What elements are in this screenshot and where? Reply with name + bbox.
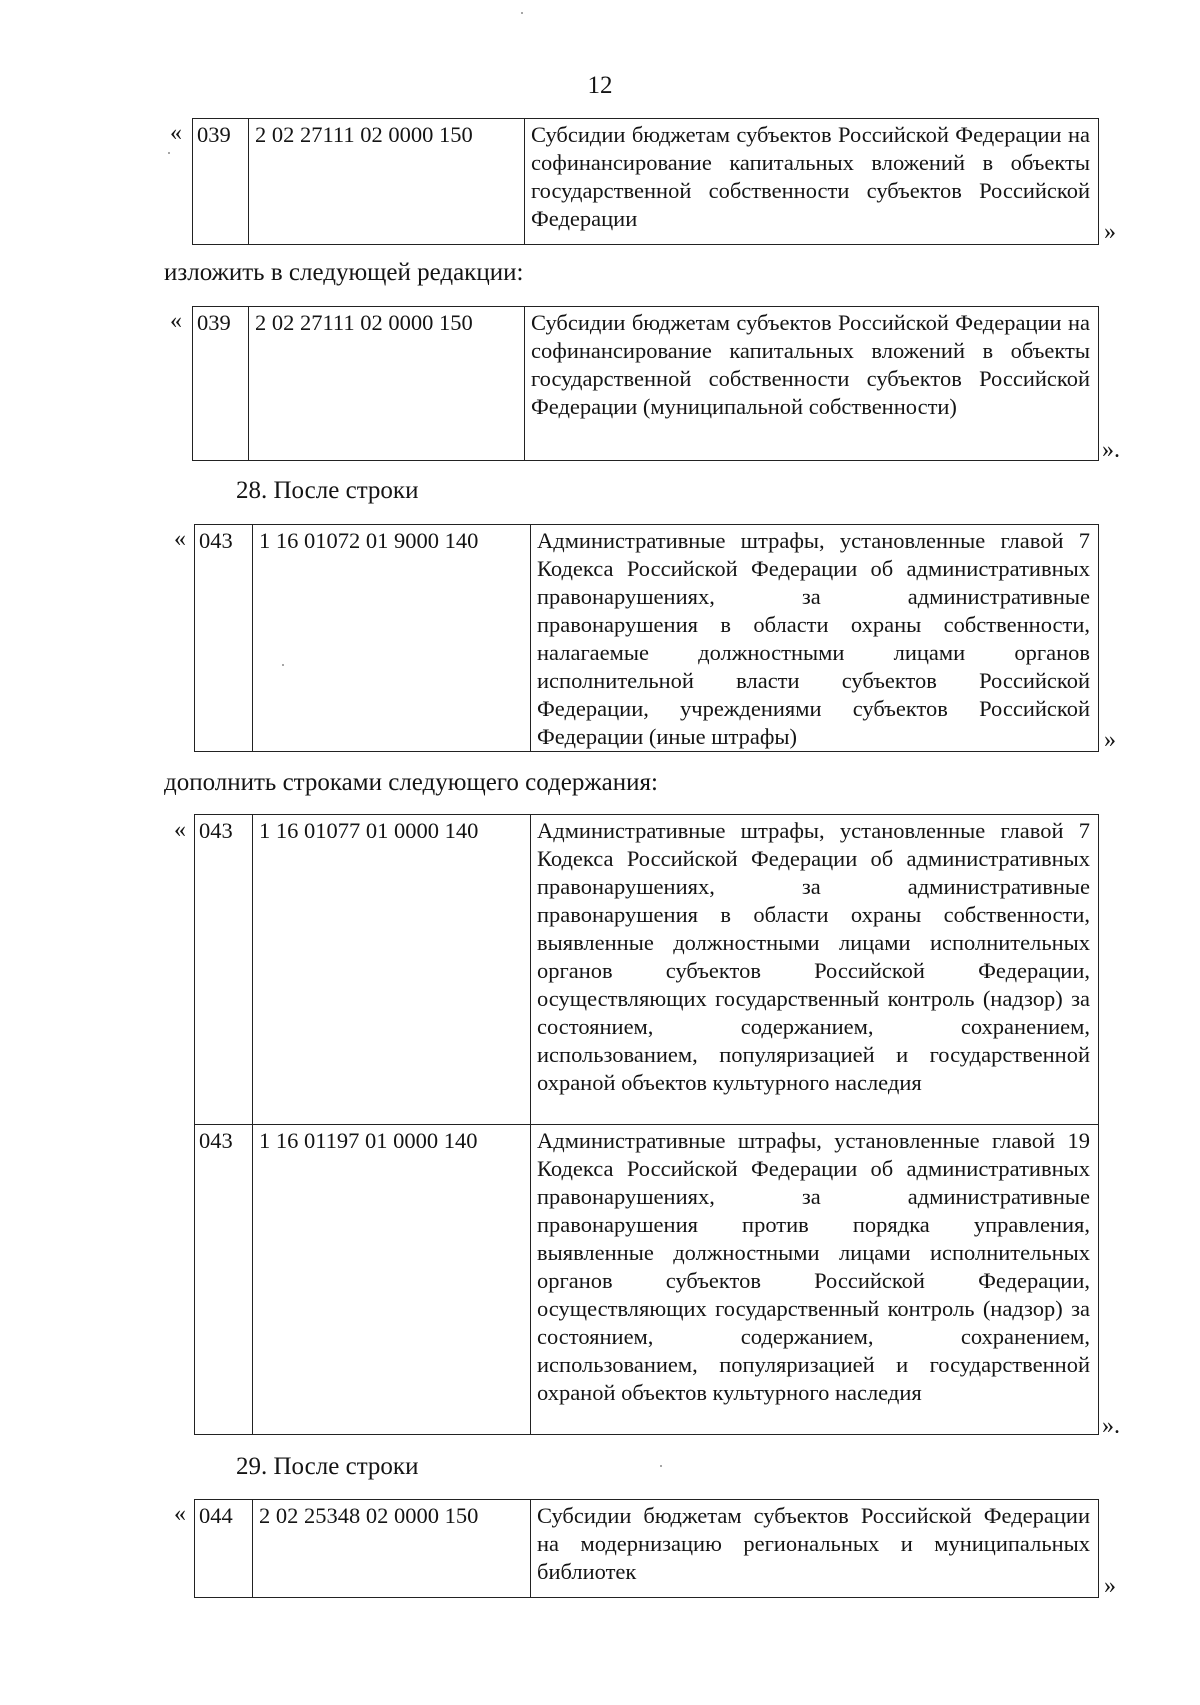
admin-code-cell: 039 [193, 307, 249, 461]
budget-table-added-rows [194, 814, 1099, 1435]
instruction-replace: изложить в следующей редакции: [164, 259, 524, 286]
paragraph-28-heading: 28. После строки [236, 477, 419, 504]
open-quote: « [170, 308, 182, 334]
kbk-code-cell: 1 16 01077 01 0000 140 [253, 815, 531, 1125]
table-row [195, 815, 1099, 1125]
budget-table-after-row-29 [194, 1499, 1099, 1598]
admin-code-cell: 043 [195, 525, 253, 752]
description-cell: Административные штрафы, установленные главой 7 Кодекса Российской Федерации об административных правонарушениях, за административные правонарушения в области охраны собственности, налагаемые должностными лицами органов исполнительной власти субъектов Российской Федерации, учреждениями субъектов Российской Федерации (иные штрафы) [531, 525, 1099, 752]
kbk-code-cell: 2 02 25348 02 0000 150 [253, 1500, 531, 1598]
close-quote: » [1104, 1573, 1116, 1599]
scan-speck [660, 1465, 662, 1467]
close-quote: » [1104, 219, 1116, 245]
table-row [195, 1125, 1099, 1435]
scan-speck [168, 152, 170, 154]
description-cell: Субсидии бюджетам субъектов Российской Федерации на софинансирование капитальных вложений в объекты государственной собственности субъектов Российской Федерации (муниципальной собственности) [525, 307, 1099, 461]
description-cell: Административные штрафы, установленные главой 19 Кодекса Российской Федерации об административных правонарушениях, за административные правонарушения против порядка управления, выявленные должностными лицами исполнительных органов субъектов Российской Федерации, осуществляющих государственный контроль (надзор) за состоянием, содержанием, сохранением, использованием, популяризацией и государственной охраной объектов культурного наследия [531, 1125, 1099, 1435]
open-quote: « [174, 1501, 186, 1527]
close-quote: ». [1102, 437, 1120, 463]
close-quote: ». [1102, 1413, 1120, 1439]
admin-code-cell: 044 [195, 1500, 253, 1598]
kbk-code-cell: 2 02 27111 02 0000 150 [249, 307, 525, 461]
open-quote: « [174, 526, 186, 552]
scan-speck [521, 12, 523, 14]
kbk-code-cell: 1 16 01197 01 0000 140 [253, 1125, 531, 1435]
open-quote: « [174, 817, 186, 843]
kbk-code-cell: 1 16 01072 01 9000 140 [253, 525, 531, 752]
description-cell: Субсидии бюджетам субъектов Российской Федерации на модернизацию региональных и муниципальных библиотек [531, 1500, 1099, 1598]
admin-code-cell: 043 [195, 1125, 253, 1435]
kbk-code-cell: 2 02 27111 02 0000 150 [249, 119, 525, 245]
admin-code-cell: 039 [193, 119, 249, 245]
description-cell: Субсидии бюджетам субъектов Российской Федерации на софинансирование капитальных вложений в объекты государственной собственности субъектов Российской Федерации [525, 119, 1099, 245]
instruction-add-rows: дополнить строками следующего содержания: [164, 769, 658, 796]
description-cell: Административные штрафы, установленные главой 7 Кодекса Российской Федерации об административных правонарушениях, за административные правонарушения в области охраны собственности, выявленные должностными лицами исполнительных органов субъектов Российской Федерации, осуществляющих государственный контроль (надзор) за состоянием, содержанием, сохранением, использованием, популяризацией и государственной охраной объектов культурного наследия [531, 815, 1099, 1125]
table-row [193, 307, 1099, 461]
admin-code-cell: 043 [195, 815, 253, 1125]
table-row [195, 525, 1099, 752]
page-number: 12 [587, 72, 613, 99]
budget-table-original [192, 118, 1099, 245]
paragraph-29-heading: 29. После строки [236, 1453, 419, 1480]
close-quote: » [1104, 727, 1116, 753]
budget-table-new-edition [192, 306, 1099, 461]
budget-table-after-row [194, 524, 1099, 752]
open-quote: « [170, 120, 182, 146]
table-row [195, 1500, 1099, 1598]
scan-speck [282, 664, 284, 666]
table-row [193, 119, 1099, 245]
